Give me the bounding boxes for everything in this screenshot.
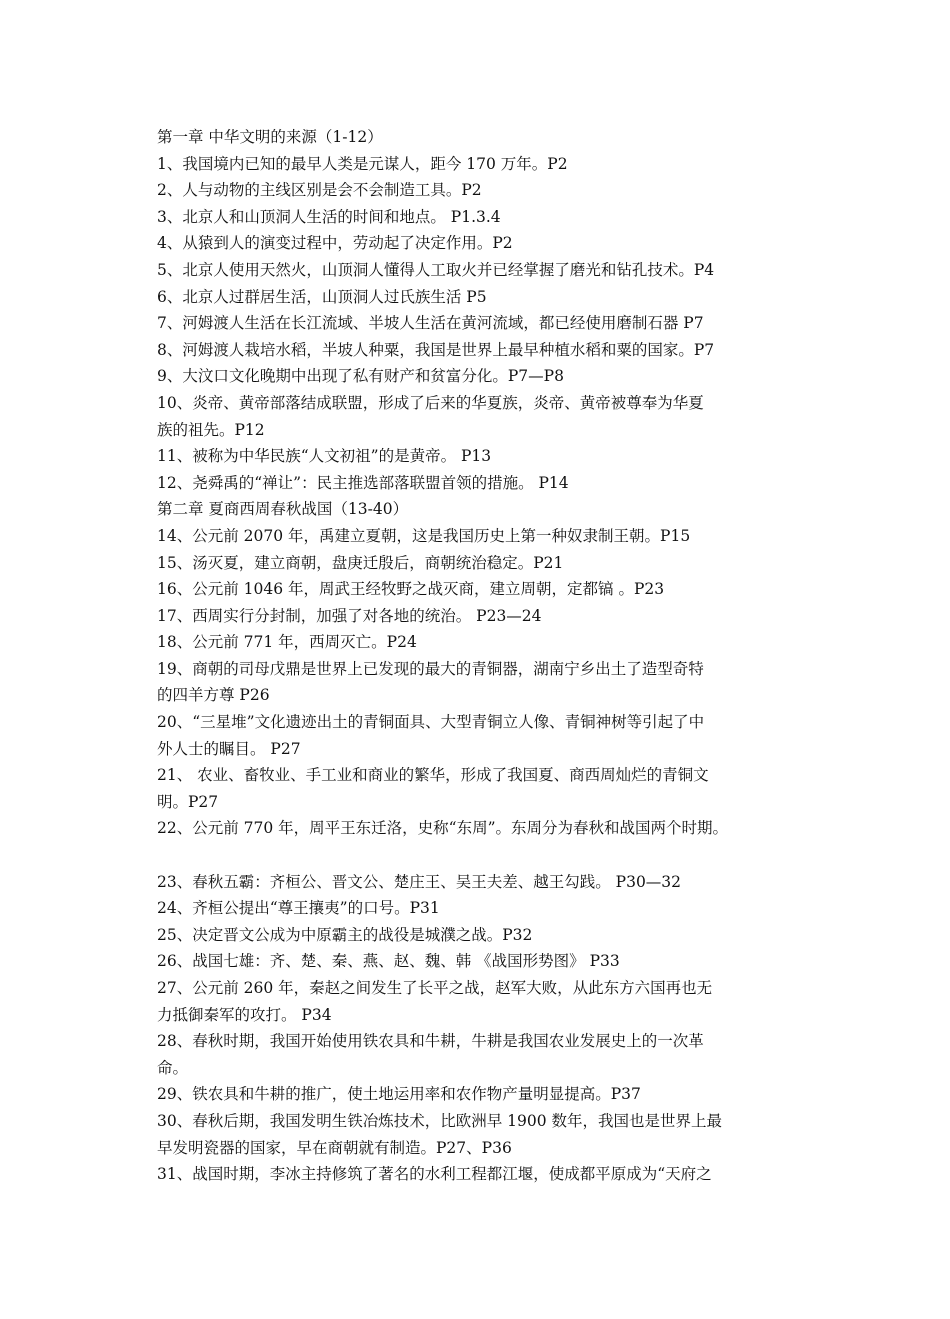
text-line: 19、商朝的司母戊鼎是世界上已发现的最大的青铜器，湖南宁乡出土了造型奇特: [157, 659, 704, 678]
chapter-heading: 第一章 中华文明的来源（1-12）: [157, 128, 383, 146]
text-line: 力抵御秦军的攻打。 P34: [157, 1005, 332, 1024]
text-line: 11、被称为中华民族“人文初祖”的是黄帝。 P13: [157, 447, 492, 466]
text-line: 7、河姆渡人生活在长江流域、半坡人生活在黄河流域，都已经使用磨制石器 P7: [157, 314, 704, 333]
document-body: [157, 124, 807, 1188]
text-line: 15、汤灭夏，建立商朝，盘庚迁殷后，商朝统治稳定。P21: [157, 553, 564, 572]
chapter-heading: 第二章 夏商西周春秋战国（13-40）: [157, 500, 409, 519]
text-line: 5、北京人使用天然火，山顶洞人懂得人工取火并已经掌握了磨光和钻孔技术。P4: [157, 260, 715, 279]
text-line: 命。: [157, 1058, 189, 1077]
text-line: 20、“三星堆”文化遗迹出土的青铜面具、大型青铜立人像、青铜神树等引起了中: [157, 713, 705, 732]
text-line: 外人士的瞩目。 P27: [157, 739, 301, 758]
text-line: 12、尧舜禹的“禅让”：民主推选部落联盟首领的措施。 P14: [157, 473, 569, 492]
text-line: 17、西周实行分封制，加强了对各地的统治。 P23—24: [157, 606, 542, 625]
text-line: 1、我国境内已知的最早人类是元谋人，距今 170 万年。P2: [157, 154, 568, 173]
text-line: 25、决定晋文公成为中原霸主的战役是城濮之战。P32: [157, 925, 533, 944]
text-line: 21、 农业、畜牧业、手工业和商业的繁华，形成了我国夏、商西周灿烂的青铜文: [157, 766, 709, 785]
text-line: 的四羊方尊 P26: [157, 686, 270, 705]
blank-line: [157, 842, 807, 869]
text-line: 8、河姆渡人栽培水稻，半坡人种粟，我国是世界上最早种植水稻和粟的国家。P7: [157, 340, 715, 359]
text-line: 18、公元前 771 年，西周灭亡。P24: [157, 633, 417, 652]
text-line: 4、从猿到人的演变过程中，劳动起了决定作用。P2: [157, 234, 513, 253]
text-line: 早发明瓷器的国家，早在商朝就有制造。P27、P36: [157, 1138, 512, 1157]
text-line: 6、北京人过群居生活，山顶洞人过氏族生活 P5: [157, 287, 487, 306]
text-line: 16、公元前 1046 年，周武王经牧野之战灭商，建立周朝，定都镐 。P23: [157, 580, 665, 599]
text-line: 31、战国时期，李冰主持修筑了著名的水利工程都江堰，使成都平原成为“天府之: [157, 1165, 712, 1184]
text-line: 10、炎帝、黄帝部落结成联盟，形成了后来的华夏族，炎帝、黄帝被尊奉为华夏: [157, 393, 704, 412]
text-line: 24、齐桓公提出“尊王攘夷”的口号。P31: [157, 899, 440, 918]
text-line: 23、春秋五霸：齐桓公、晋文公、楚庄王、吴王夫差、越王勾践。 P30—32: [157, 872, 682, 891]
text-line: 22、公元前 770 年，周平王东迁洛，史称“东周”。东周分为春秋和战国两个时期。: [157, 819, 729, 838]
text-line: 2、人与动物的主线区别是会不会制造工具。P2: [157, 181, 482, 200]
text-line: 9、大汶口文化晚期中出现了私有财产和贫富分化。P7—P8: [157, 367, 564, 386]
text-line: 明。P27: [157, 792, 219, 811]
text-line: 26、战国七雄：齐、楚、秦、燕、赵、魏、韩 《战国形势图》 P33: [157, 952, 620, 971]
text-line: 14、公元前 2070 年，禹建立夏朝，这是我国历史上第一种奴隶制王朝。P15: [157, 526, 691, 545]
text-line: 28、春秋时期，我国开始使用铁农具和牛耕，牛耕是我国农业发展史上的一次革: [157, 1032, 704, 1051]
text-line: 27、公元前 260 年，秦赵之间发生了长平之战，赵军大败，从此东方六国再也无: [157, 979, 713, 997]
text-line: 族的祖先。P12: [157, 420, 265, 439]
text-line: 30、春秋后期，我国发明生铁冶炼技术，比欧洲早 1900 数年，我国也是世界上最: [157, 1111, 723, 1130]
text-line: 29、铁农具和牛耕的推广，使土地运用率和农作物产量明显提高。P37: [157, 1085, 641, 1104]
text-line: 3、北京人和山顶洞人生活的时间和地点。 P1.3.4: [157, 207, 501, 226]
